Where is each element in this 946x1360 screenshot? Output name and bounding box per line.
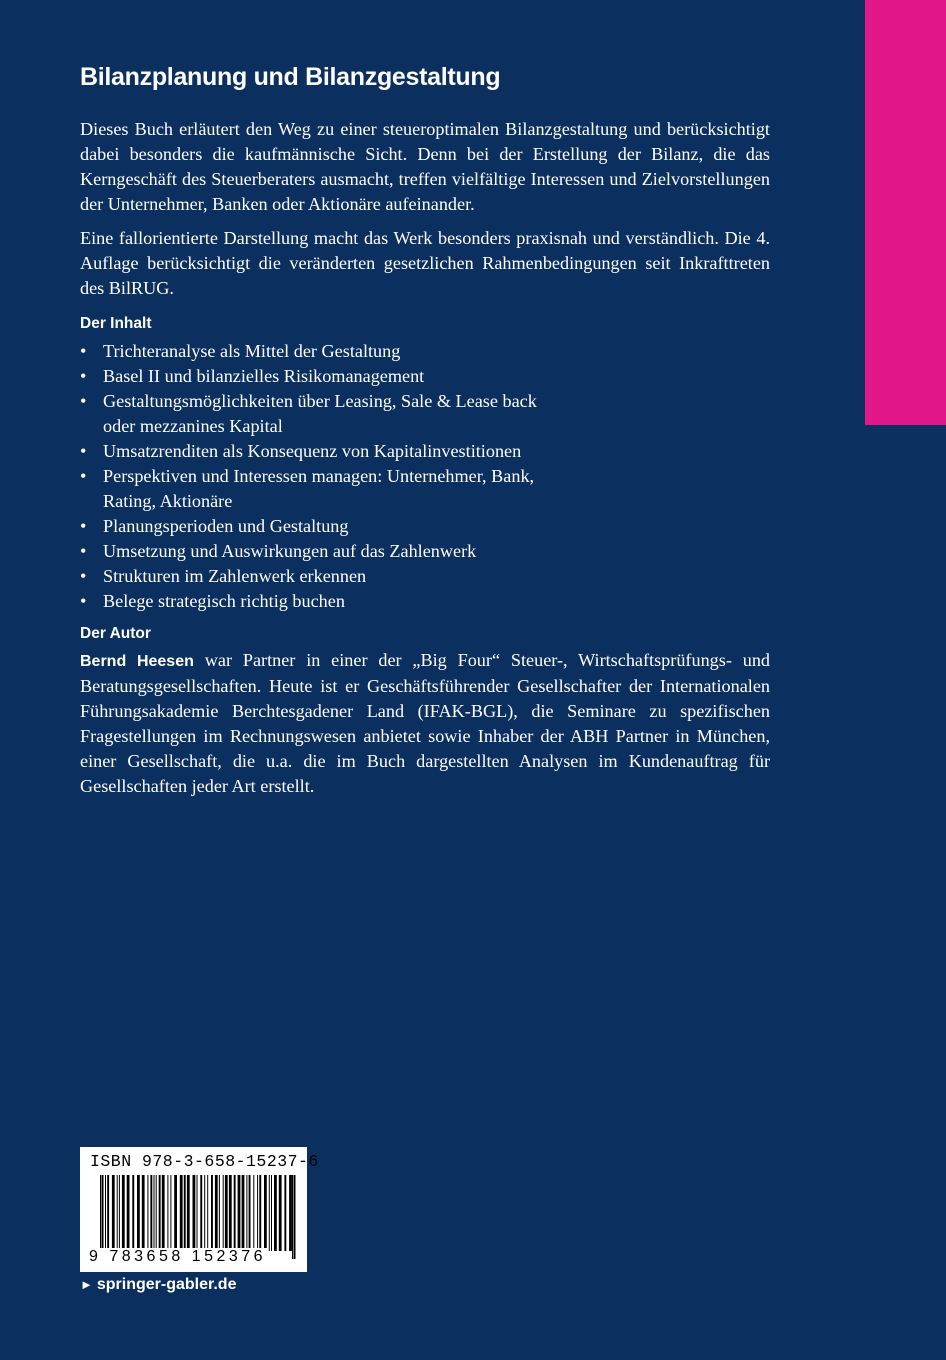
bullet-icon: •: [80, 341, 87, 361]
contents-heading: Der Inhalt: [80, 315, 152, 332]
author-bio: [80, 648, 770, 799]
barcode-bar: [274, 1175, 277, 1251]
publisher-link[interactable]: [80, 1276, 236, 1294]
list-item: • Planungsperioden und Gestaltung: [80, 514, 770, 539]
barcode-bar: [122, 1175, 125, 1251]
barcode-bar: [174, 1175, 177, 1251]
list-item: • Strukturen im Zahlenwerk erkennen: [80, 564, 770, 589]
list-item: • Basel II und bilanzielles Risikomanagement: [80, 364, 770, 389]
edition-paragraph: Eine fallorientierte Darstellung macht das Werk besonders praxisnah und verständlich. Die 4. Auflage berücksichtigt die veränderten gesetzlichen Rahmenbedingungen seit Inkrafttreten des BilRUG.: [80, 228, 770, 298]
bullet-icon: •: [80, 391, 87, 411]
barcode-guard-bar: [100, 1175, 102, 1259]
bullet-icon: •: [80, 591, 87, 611]
author-name: Bernd Heesen: [80, 653, 194, 670]
barcode-bar: [154, 1175, 155, 1251]
arrow-right-icon: ►: [80, 1277, 93, 1292]
list-item: • Gestaltungsmöglichkeiten über Leasing, Sale & Lease back oder mezzanines Kapital: [80, 391, 537, 436]
barcode-bar: [223, 1175, 224, 1251]
barcode-bar: [105, 1175, 106, 1251]
barcode-bar: [170, 1175, 171, 1251]
bullet-icon: •: [80, 566, 87, 586]
barcode-bar: [242, 1175, 245, 1251]
back-cover-text: [80, 60, 770, 799]
barcode-bar: [159, 1175, 161, 1251]
barcode-guard-bar: [292, 1175, 294, 1259]
list-item: • Perspektiven und Interessen managen: Unternehmer, Bank, Rating, Aktionäre: [80, 466, 535, 511]
barcode-bar: [107, 1175, 109, 1251]
isbn-barcode: [80, 1147, 319, 1272]
barcode-bar: [249, 1175, 251, 1251]
barcode-digits: 9 783658 152376: [89, 1248, 267, 1265]
contents-list: [80, 339, 770, 614]
barcode-bar: [279, 1175, 282, 1251]
bullet-icon: •: [80, 541, 87, 561]
bullet-icon: •: [80, 441, 87, 461]
barcode-bar: [180, 1175, 183, 1251]
barcode-bar: [117, 1175, 118, 1251]
barcode-bar: [259, 1175, 261, 1251]
barcode-bar: [156, 1175, 157, 1251]
barcode-bar: [147, 1175, 148, 1251]
bullet-icon: •: [80, 466, 87, 486]
barcode-bar: [132, 1175, 134, 1251]
isbn-label: ISBN 978-3-658-15237-6: [90, 1152, 319, 1171]
author-bio-text: war Partner in einer der „Big Four“ Steuer-, Wirtschaftsprüfungs- und Beratungsgesellschaften. Heute ist er Geschäftsführender Gesellschafter der Internationalen Führungsakademie Berchtesgadener Land (IFAK-BGL), die Seminare zu spezifischen Fragestellungen im Rechnungswesen anbietet sowie Inhaber der ABH Partner in München, einer Gesellschaft, die u.a. die im Buch dargestellten Analysen im Kundenauftrag für Gesellschaften jeder Art erstellt.: [80, 650, 771, 796]
barcode-bar: [271, 1175, 272, 1251]
barcode-bar: [257, 1175, 258, 1251]
list-item: • Umsetzung und Auswirkungen auf das Zahlenwerk: [80, 539, 770, 564]
barcode-bar: [150, 1175, 152, 1251]
barcode-bar: [253, 1175, 254, 1251]
barcode-bar: [167, 1175, 168, 1251]
barcode-bar: [215, 1175, 218, 1251]
barcode-bar: [269, 1175, 270, 1251]
barcode-bar: [119, 1175, 120, 1251]
barcode-bar: [184, 1175, 186, 1251]
list-item: • Umsatzrenditen als Konsequenz von Kapitalinvestitionen: [80, 439, 770, 464]
barcode-bar: [162, 1175, 165, 1251]
barcode-guard-bar: [102, 1175, 104, 1259]
barcode-bar: [207, 1175, 208, 1251]
barcode-guard-bar: [294, 1175, 296, 1259]
barcode-bar: [238, 1175, 241, 1251]
barcode-bar: [197, 1175, 198, 1251]
barcode-bar: [187, 1175, 190, 1251]
barcode-bar: [112, 1175, 115, 1251]
barcode-bar: [142, 1175, 145, 1251]
barcode-bar: [225, 1175, 228, 1251]
barcode-bar: [211, 1175, 213, 1251]
barcode-bar: [234, 1175, 236, 1251]
list-item: • Trichteranalyse als Mittel der Gestaltung: [80, 339, 770, 364]
barcode-bar: [200, 1175, 202, 1251]
barcode-bar: [204, 1175, 205, 1251]
barcode-bar: [137, 1175, 140, 1251]
bullet-icon: •: [80, 366, 87, 386]
barcode-bar: [127, 1175, 130, 1251]
author-heading: Der Autor: [80, 625, 151, 642]
barcode-bar: [264, 1175, 267, 1251]
barcode-bar: [284, 1175, 286, 1251]
barcode-bar: [289, 1175, 292, 1251]
publisher-url: springer-gabler.de: [96, 1276, 237, 1293]
intro-paragraph: Dieses Buch erläutert den Weg zu einer steueroptimalen Bilanzgestaltung und berücksichtigt dabei besonders die kaufmännische Sicht. Denn bei der Erstellung der Bilanz, die das Kerngeschäft des Steuerberaters ausmacht, treffen vielfältige Interessen und Zielvorstellungen der Unternehmer, Banken oder Aktionäre aufeinander.: [80, 119, 770, 214]
book-title: Bilanzplanung und Bilanzgestaltung: [80, 63, 501, 91]
barcode-bar: [193, 1175, 196, 1251]
barcode-bar: [229, 1175, 232, 1251]
list-item: • Belege strategisch richtig buchen: [80, 589, 770, 614]
barcode-bar: [219, 1175, 220, 1251]
bullet-icon: •: [80, 516, 87, 536]
magenta-accent-bar: [865, 0, 946, 425]
barcode-bar: [246, 1175, 247, 1251]
